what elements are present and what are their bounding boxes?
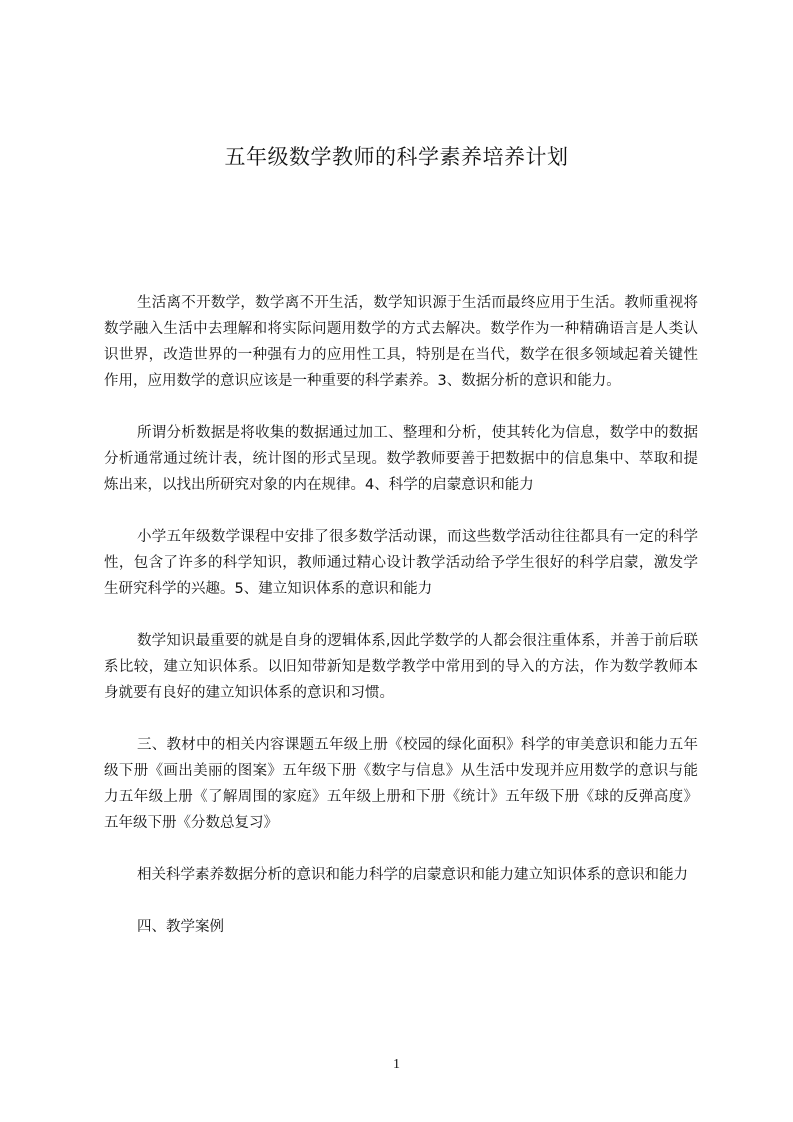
- page-number: 1: [393, 1057, 400, 1072]
- document-body: [104, 290, 698, 966]
- paragraph-knowledge-system: 数学知识最重要的就是自身的逻辑体系,因此学数学的人都会很注重体系，并善于前后联系比较，建立知识体系。以旧知带新知是数学教学中常用到的导入的方法，作为数学教师本身就要有良好的建立知识体系的意识和习惯。: [104, 633, 698, 701]
- paragraph-math-in-life: 生活离不开数学，数学离不开生活，数学知识源于生活而最终应用于生活。教师重视将数学融入生活中去理解和将实际问题用数学的方式去解决。数学作为一种精确语言是人类认识世界，改造世界的一种强有力的应用性工具，特别是在当代，数学在很多领域起着关键性作用，应用数学的意识应该是一种重要的科学素养。3、数据分析的意识和能力。: [104, 295, 698, 389]
- paragraph-data-analysis: 所谓分析数据是将收集的数据通过加工、整理和分析，使其转化为信息，数学中的数据分析通常通过统计表，统计图的形式呈现。数学教师要善于把数据中的信息集中、萃取和提炼出来，以找出所研究对象的内在规律。4、科学的启蒙意识和能力: [104, 425, 698, 493]
- paragraph-textbook-content: 三、教材中的相关内容课题五年级上册《校园的绿化面积》科学的审美意识和能力五年级下册《画出美丽的图案》五年级下册《数字与信息》从生活中发现并应用数学的意识与能力五年级上册《了解周围的家庭》五年级上册和下册《统计》五年级下册《球的反弹高度》五年级下册《分数总复习》: [104, 737, 698, 831]
- section-heading-teaching-case: 四、教学案例: [137, 919, 224, 935]
- paragraph-science-enlightenment: 小学五年级数学课程中安排了很多数学活动课，而这些数学活动往往都具有一定的科学性，包含了许多的科学知识，教师通过精心设计教学活动给予学生很好的科学启蒙，激发学生研究科学的兴趣。5、建立知识体系的意识和能力: [104, 529, 698, 597]
- document-title: 五年级数学教师的科学素养培养计划: [224, 145, 569, 169]
- paragraph-related-literacy: 相关科学素养数据分析的意识和能力科学的启蒙意识和能力建立知识体系的意识和能力: [137, 867, 688, 883]
